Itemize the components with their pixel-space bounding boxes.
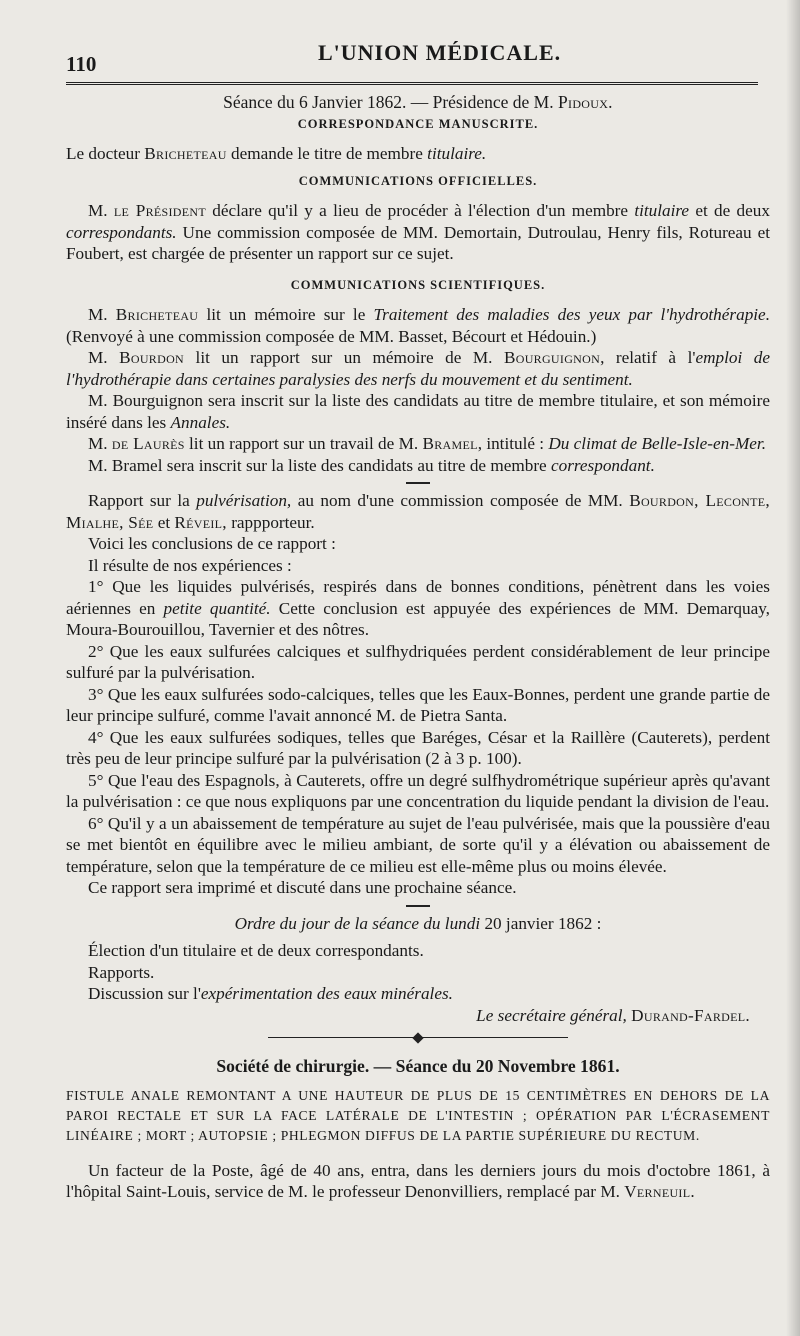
person-name: Bricheteau	[115, 305, 199, 324]
ordre-title	[66, 913, 770, 935]
italic-text: Ordre du jour de la séance du lundi	[234, 913, 485, 933]
text-span: 1° Que les liquides pulvérisés, respirés dans de bonnes conditions, pénètrent dans les voies aériennes en	[66, 577, 770, 618]
person-name: Bricheteau	[144, 144, 227, 163]
person-name: de Laurès	[111, 434, 185, 453]
italic-term: pulvérisation,	[196, 491, 292, 510]
ordre-item-2: Rapports.	[88, 962, 155, 982]
rapport-resulte: Il résulte de nos expériences :	[88, 555, 292, 575]
conclusion-4: 4° Que les eaux sulfurées sodiques, telles que Baréges, César et la Raillère (Cauterets), perdent très peu de leur principe sulfuré par la pulvérisation (2 à 3 p. 100).	[66, 727, 770, 768]
president-name: Pidoux.	[557, 92, 613, 112]
conclusion-5: 5° Que l'eau des Espagnols, à Cauterets, offre un degré sulfhydrométrique supérieur après qu'avant la pulvérisation : ce que nous expliquons par une concentration du liquide pendant la division de l'eau.	[66, 770, 770, 811]
person-name: Bourdon	[119, 348, 185, 367]
text-span: Une commission composée de MM. Demortain, Dutroulau, Henry fils, Rotureau et Foubert, est chargée de présenter un rapport sur ce sujet.	[66, 222, 770, 263]
text-span: M. Bourguignon sera inscrit sur la liste des candidats au titre de membre titulaire, et son mémoire inséré dans les	[66, 391, 770, 432]
person-name: Bramel	[422, 434, 478, 453]
text-span: Un facteur de la Poste, âgé de 40 ans, entra, dans les derniers jours du mois d'octobre 1861, à l'hôpital Saint-Louis, service de M. le professeur Denonvilliers, remplacé par M.	[66, 1160, 770, 1201]
conclusion-6: 6° Qu'il y a un abaissement de température au sujet de l'eau pulvérisée, mais que la poussière d'eau se met bientôt en équilibre avec le milieu ambiant, de sorte qu'il y a élévation ou abaissement de température, selon que la température de ce milieu est elle-même plus ou moins élevée.	[66, 813, 770, 876]
seance-title-text: Séance du 6 Janvier 1862. — Présidence de M.	[223, 92, 558, 112]
section-divider	[406, 905, 430, 907]
text-span: Rapport sur la	[88, 491, 197, 510]
conclusion-3: 3° Que les eaux sulfurées sodo-calciques, telles que les Eaux-Bonnes, perdent une grande partie de leur principe sulfuré, comme l'avait annoncé M. de Pietra Santa.	[66, 684, 770, 725]
text-span: lit un rapport sur un mémoire de M.	[184, 348, 504, 367]
ordre-item-3	[66, 983, 770, 1005]
text-span: et de deux	[689, 201, 770, 220]
italic-term: titulaire.	[427, 144, 487, 163]
italic-term: Annales.	[170, 412, 231, 432]
running-head	[66, 0, 770, 76]
text-span: au nom d'une commission composée de MM.	[291, 491, 630, 510]
seance-title	[66, 92, 770, 114]
rapport-final: Ce rapport sera imprimé et discuté dans une prochaine séance.	[88, 878, 517, 897]
ornamental-divider	[268, 1034, 568, 1042]
text-span: Cette conclusion est appuyée des expériences de MM. Demarquay, Moura-Bourouillou, Tavernier et des nôtres.	[66, 598, 770, 639]
italic-title: Du climat de Belle-Isle-en-Mer.	[548, 434, 766, 453]
officielles-paragraph	[66, 200, 770, 265]
person-name: Réveil,	[174, 512, 227, 532]
page-body	[66, 92, 770, 1203]
page-edge-shadow	[786, 0, 800, 1336]
person-name: Verneuil.	[624, 1182, 695, 1201]
text-span: lit un mémoire sur le	[198, 305, 374, 324]
conclusion-1	[66, 576, 770, 641]
text-span: (Renvoyé à une commission composée de MM. Basset, Bécourt et Hédouin.)	[66, 326, 597, 346]
scientifique-item-1	[66, 304, 770, 347]
chirurgie-heading: Société de chirurgie. — Séance du 20 Novembre 1861.	[216, 1056, 620, 1076]
header-rule	[66, 82, 758, 85]
text-span: 20 janvier 1862 :	[484, 913, 602, 933]
conclusion-2: 2° Que les eaux sulfurées calciques et sulfhydriquées perdent considérablement de leur principe sulfuré par la pulvérisation.	[66, 641, 770, 682]
commission-names: Bourdon, Leconte, Mialhe, Sée	[66, 491, 770, 532]
text-span: demande le titre de membre	[226, 144, 428, 163]
secretaire-signature	[66, 1005, 770, 1027]
scientifique-item-3	[66, 390, 770, 433]
text-span: et	[153, 512, 175, 532]
scientifiques-heading: COMMUNICATIONS SCIENTIFIQUES.	[290, 277, 546, 292]
ordre-item-1: Élection d'un titulaire et de deux correspondants.	[88, 941, 424, 960]
scientifique-item-5	[66, 455, 770, 477]
officielles-heading: COMMUNICATIONS OFFICIELLES.	[298, 173, 538, 188]
text-span: M.	[88, 348, 120, 367]
case-title: FISTULE ANALE REMONTANT A UNE HAUTEUR DE PLUS DE 15 CENTIMÈTRES EN DEHORS DE LA PAROI RECTALE ET SUR LA FACE LATÉRALE DE L'INTESTIN ; OPÉRATION PAR L'ÉCRASEMENT LINÉAIRE ; MORT ; AUTOPSIE ; PHLEGMON DIFFUS DE LA PARTIE SUPÉRIEURE DU RECTUM.	[66, 1087, 770, 1143]
italic-term: petite quantité.	[163, 598, 271, 618]
text-span: lit un rapport sur un travail de M.	[184, 434, 423, 453]
text-span: Discussion sur l'	[88, 984, 201, 1003]
section-divider	[406, 482, 430, 484]
text-span: , relatif à l'	[600, 348, 696, 367]
text-span: rappporteur.	[226, 512, 315, 532]
rapport-intro	[66, 490, 770, 533]
text-span: M. Bramel sera inscrit sur la liste des candidats au titre de membre	[88, 455, 551, 475]
president-label: le Président	[113, 201, 206, 220]
text-span: M.	[88, 305, 116, 324]
page-number: 110	[66, 52, 97, 76]
secretary-name: Durand-Fardel.	[631, 1005, 750, 1025]
person-name: Bourguignon	[503, 348, 601, 367]
italic-term: correspondant.	[550, 455, 655, 475]
correspondance-heading: CORRESPONDANCE MANUSCRITE.	[297, 116, 539, 131]
italic-title: emploi de l'hydrothérapie dans certaines paralysies des nerfs du mouvement et du sentiment.	[66, 348, 770, 389]
text-span: déclare qu'il y a lieu de procéder à l'élection d'un membre	[205, 201, 635, 220]
correspondance-paragraph	[66, 143, 770, 165]
text-span: Le docteur	[66, 144, 145, 163]
case-paragraph	[66, 1160, 770, 1203]
scientifique-item-2	[66, 347, 770, 390]
text-span: , intitulé :	[477, 434, 549, 453]
journal-title: L'UNION MÉDICALE.	[318, 40, 562, 65]
italic-title: Traitement des maladies des yeux par l'hydrothérapie.	[373, 305, 770, 324]
italic-text: Le secrétaire général,	[476, 1005, 627, 1025]
text-span: M.	[88, 201, 114, 220]
italic-term: correspondants.	[66, 222, 177, 242]
italic-term: titulaire	[634, 201, 690, 220]
italic-text: expérimentation des eaux minérales.	[200, 984, 453, 1003]
rapport-voici: Voici les conclusions de ce rapport :	[88, 534, 336, 553]
text-span: M.	[88, 434, 112, 453]
scientifique-item-4	[66, 433, 770, 455]
